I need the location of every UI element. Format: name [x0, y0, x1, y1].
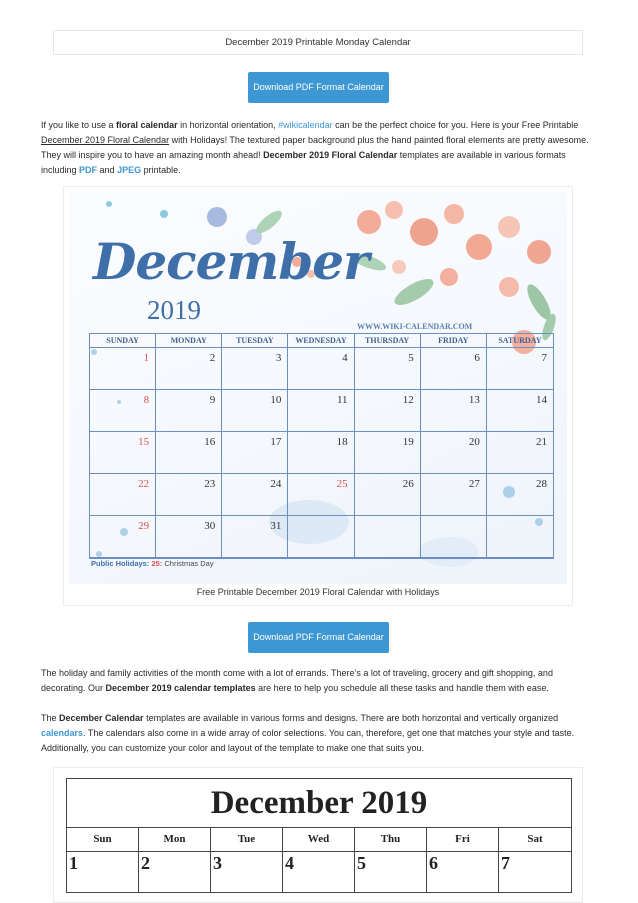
floral-calendar-grid [89, 333, 554, 559]
jpeg-link[interactable]: JPEG [117, 165, 142, 175]
text: with Holidays! The textured paper background plus the hand painted floral elements are pretty awesome. They will inspire you to have an amazing month ahead! [41, 135, 589, 160]
plain-day-number: 2 [139, 852, 211, 892]
calendars-link[interactable]: calendars [41, 728, 84, 738]
day-number: 15 [138, 436, 150, 448]
plain-weekday-label: Wed [283, 828, 355, 851]
day-cell [355, 348, 421, 390]
plain-day-number: 3 [211, 852, 283, 892]
day-number: 2 [209, 352, 216, 364]
day-number: 7 [541, 352, 547, 364]
day-number: 28 [536, 478, 547, 490]
day-number: 24 [270, 478, 282, 490]
day-number: 12 [402, 394, 414, 406]
day-cell [487, 348, 553, 390]
day-number: 19 [402, 436, 414, 448]
day-number: 9 [209, 394, 216, 406]
plain-weekday-label: Sun [67, 828, 139, 851]
plain-day-number: 4 [283, 852, 355, 892]
text: The holiday and family activities of the month come with a lot of errands. There’s a lot of traveling, grocery and gift shopping, and decorating. Our [41, 668, 553, 693]
text: are here to help you schedule all these tasks and handle them with ease. [255, 683, 549, 693]
day-cell [222, 432, 288, 474]
holiday-label: Public Holidays: [91, 559, 150, 568]
download-pdf-button-2[interactable]: Download PDF Format Calendar [248, 622, 389, 653]
day-number: 22 [138, 478, 150, 490]
day-cell [288, 348, 354, 390]
text: templates are available in various forms and designs. There are both horizontal and vertically organized [143, 713, 559, 723]
day-number: 5 [408, 352, 414, 364]
day-number: 10 [270, 394, 282, 406]
plain-calendar-grid [66, 828, 572, 893]
weekday-label: WEDNESDAY [288, 334, 354, 347]
plain-weekday-label: Mon [139, 828, 211, 851]
text: . The calendars also come in a wide array of color selections. You can, therefore, get one that matches your style and taste. Additionally, you can customize your color and layout of the template to make one that suits you. [41, 728, 575, 753]
weekday-label: MONDAY [156, 334, 222, 347]
weekday-label: THURSDAY [355, 334, 421, 347]
day-cell [355, 474, 421, 516]
day-cell [222, 390, 288, 432]
day-cell [288, 474, 354, 516]
calendar-days [89, 347, 554, 559]
holiday-date: 25: [151, 559, 163, 568]
day-number: 27 [468, 478, 480, 490]
day-cell [421, 474, 487, 516]
day-cell [156, 516, 222, 558]
day-cell [487, 390, 553, 432]
day-cell [355, 432, 421, 474]
day-cell [156, 474, 222, 516]
bold-text: December 2019 Floral Calendar [263, 150, 398, 160]
day-number: 14 [536, 394, 547, 406]
calendar-month-title: December [93, 232, 369, 291]
bold-text: December Calendar [59, 713, 144, 723]
day-number: 20 [468, 436, 480, 448]
day-number: 21 [536, 436, 547, 448]
calendar-caption: December 2019 Printable Monday Calendar [53, 30, 583, 55]
bold-text: floral calendar [116, 120, 178, 130]
holiday-name: Christmas Day [164, 559, 214, 568]
day-number: 6 [474, 352, 480, 364]
download-pdf-button[interactable]: Download PDF Format Calendar [248, 72, 389, 103]
day-cell [90, 390, 156, 432]
hashtag-link[interactable]: #wikicalendar [278, 120, 333, 130]
day-cell [222, 474, 288, 516]
day-number: 23 [204, 478, 216, 490]
plain-weekday-label: Thu [355, 828, 427, 851]
text: The [41, 713, 60, 723]
weekday-label: SUNDAY [90, 334, 156, 347]
pdf-link[interactable]: PDF [79, 165, 98, 175]
day-number: 11 [336, 394, 348, 406]
plain-calendar-title: December 2019 [66, 778, 572, 828]
website-label: WWW.WIKI-CALENDAR.COM [357, 322, 473, 331]
text: If you like to use a [41, 120, 117, 130]
plain-weekday-label: Fri [427, 828, 499, 851]
day-number: 13 [468, 394, 480, 406]
day-number: 30 [204, 520, 216, 532]
day-cell [222, 348, 288, 390]
day-cell [222, 516, 288, 558]
floral-calendar-link[interactable]: December 2019 Floral Calendar [41, 135, 170, 145]
day-cell [421, 390, 487, 432]
intro-paragraph [41, 118, 597, 178]
day-cell [355, 390, 421, 432]
day-cell [355, 516, 421, 558]
day-cell [90, 432, 156, 474]
day-number: 8 [143, 394, 150, 406]
templates-paragraph [41, 711, 597, 756]
day-number: 17 [270, 436, 282, 448]
holiday-paragraph [41, 666, 597, 696]
holiday-note [91, 559, 214, 568]
plain-weekday-label: Tue [211, 828, 283, 851]
day-cell [288, 390, 354, 432]
day-cell [156, 432, 222, 474]
plain-day-number: 1 [67, 852, 139, 892]
text: templates are available in various formats including [41, 150, 566, 175]
bold-text: December 2019 calendar templates [105, 683, 256, 693]
text: in horizontal orientation, [177, 120, 279, 130]
day-number: 1 [143, 352, 150, 364]
day-cell [90, 348, 156, 390]
weekday-label: TUESDAY [222, 334, 288, 347]
weekday-label: FRIDAY [421, 334, 487, 347]
plain-day-number: 7 [501, 853, 510, 873]
day-cell [288, 432, 354, 474]
day-cell [487, 432, 553, 474]
day-number: 31 [270, 520, 282, 532]
plain-weekday-label: Sat [527, 833, 543, 845]
day-number: 16 [204, 436, 216, 448]
day-number: 3 [275, 352, 282, 364]
weekday-header [89, 333, 554, 347]
text: can be the perfect choice for you. Here is your Free Printable [332, 120, 579, 130]
plain-first-week [66, 852, 572, 893]
day-cell [487, 474, 553, 516]
floral-calendar-figure [63, 186, 573, 606]
day-cell [288, 516, 354, 558]
day-cell [156, 348, 222, 390]
day-cell [421, 516, 487, 558]
plain-day-number: 5 [355, 852, 427, 892]
day-cell [90, 516, 156, 558]
day-cell [90, 474, 156, 516]
day-number: 4 [342, 352, 348, 364]
day-number: 18 [336, 436, 348, 448]
day-cell [421, 432, 487, 474]
day-number: 26 [402, 478, 414, 490]
text: and [97, 165, 118, 175]
text: printable. [141, 165, 181, 175]
day-cell [421, 348, 487, 390]
weekday-label: SATURDAY [498, 336, 542, 345]
floral-calendar-image[interactable] [69, 192, 567, 584]
plain-weekday-header [66, 828, 572, 852]
day-number: 29 [138, 520, 150, 532]
calendar-year-title: 2019 [147, 295, 201, 325]
figure-caption: Free Printable December 2019 Floral Calendar with Holidays [196, 587, 440, 597]
plain-calendar-figure [53, 767, 583, 903]
plain-day-number: 6 [427, 852, 499, 892]
day-number: 25 [336, 478, 348, 490]
day-cell [156, 390, 222, 432]
day-cell [487, 516, 553, 558]
